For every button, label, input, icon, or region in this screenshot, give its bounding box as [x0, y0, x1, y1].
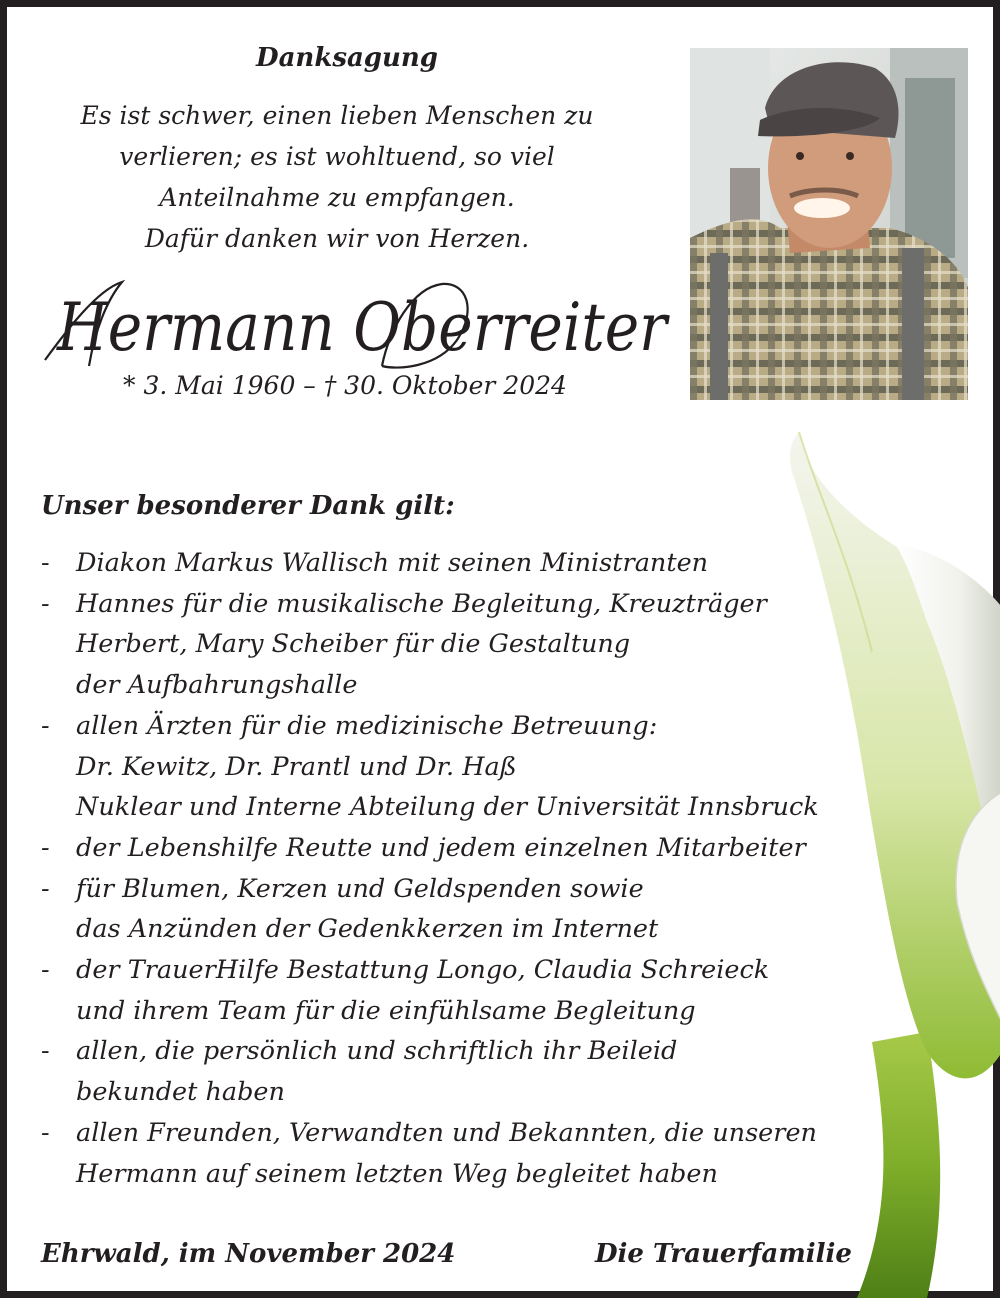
list-bullet: -: [41, 710, 50, 741]
list-item: [41, 1113, 841, 1194]
list-item: [41, 950, 841, 1031]
portrait-photo: [690, 48, 968, 400]
intro-line: Dafür danken wir von Herzen.: [144, 224, 530, 253]
list-bullet: -: [41, 1117, 50, 1148]
list-item: [41, 869, 841, 950]
portrait-illustration: [690, 48, 968, 400]
thanks-title: Unser besonderer Dank gilt:: [41, 491, 455, 521]
list-item: [41, 706, 841, 828]
list-item-line: und ihrem Team für die einfühlsame Begleitung: [76, 995, 696, 1026]
list-bullet: -: [41, 588, 50, 619]
list-item-line: der Aufbahrungshalle: [76, 670, 358, 701]
list-bullet: -: [41, 873, 50, 904]
list-item: [41, 584, 841, 706]
intro-line: Es ist schwer, einen lieben Menschen zu: [80, 101, 594, 130]
list-item-line: allen, die persönlich und schriftlich ihr Beileid: [76, 1036, 678, 1067]
list-item-line: Hannes für die musikalische Begleitung, Kreuzträger: [76, 588, 767, 619]
list-item: [41, 543, 841, 584]
intro-line: verlieren; es ist wohltuend, so viel: [119, 142, 555, 171]
thanks-list: [41, 543, 841, 1194]
signature: Die Trauerfamilie: [595, 1239, 852, 1269]
list-item-line: das Anzünden der Gedenkkerzen im Internet: [76, 914, 659, 945]
list-item-line: für Blumen, Kerzen und Geldspenden sowie: [76, 873, 644, 904]
list-item-line: Herbert, Mary Scheiber für die Gestaltung: [76, 629, 631, 660]
list-item-line: Dr. Kewitz, Dr. Prantl und Dr. Haß: [76, 751, 517, 782]
intro-line: Anteilnahme zu empfangen.: [159, 183, 515, 212]
life-dates: * 3. Mai 1960 – † 30. Oktober 2024: [123, 371, 567, 400]
heading: Danksagung: [256, 43, 438, 73]
list-item-line: bekundet haben: [76, 1077, 285, 1108]
list-item-line: Hermann auf seinem letzten Weg begleitet haben: [76, 1158, 718, 1189]
list-item: [41, 828, 841, 869]
list-bullet: -: [41, 548, 50, 578]
name-text: Hermann Oberreiter: [56, 289, 671, 366]
list-item-line: der Lebenshilfe Reutte und jedem einzelnen Mitarbeiter: [76, 832, 806, 863]
list-bullet: -: [41, 955, 50, 986]
list-bullet: -: [41, 1036, 50, 1067]
list-item-line: der TrauerHilfe Bestattung Longo, Claudia Schreieck: [76, 955, 770, 986]
list-item-line: allen Ärzten für die medizinische Betreuung:: [76, 710, 658, 741]
intro-text: [37, 95, 637, 259]
place-date: Ehrwald, im November 2024: [41, 1239, 456, 1269]
list-item: [41, 1031, 841, 1112]
deceased-name: [37, 270, 687, 380]
list-bullet: -: [41, 832, 50, 863]
list-item-line: Diakon Markus Wallisch mit seinen Ministranten: [76, 548, 709, 578]
list-item-line: Nuklear und Interne Abteilung der Universität Innsbruck: [76, 792, 819, 823]
list-item-line: allen Freunden, Verwandten und Bekannten, die unseren: [76, 1117, 817, 1148]
